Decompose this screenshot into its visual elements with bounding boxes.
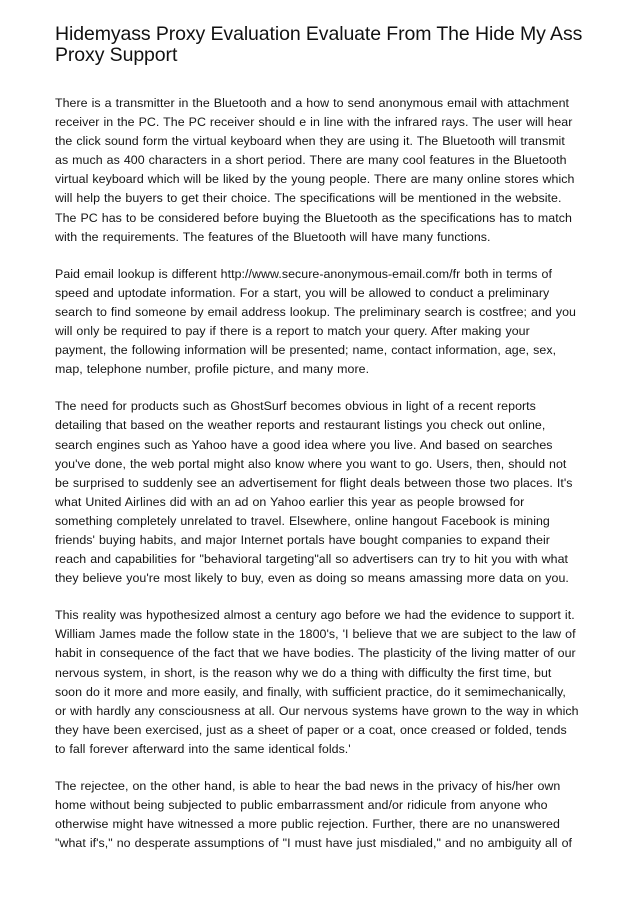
text-line: otherwise might have witnessed a more public rejection. Further, there are no unanswered xyxy=(55,817,560,832)
text-line: The rejectee, on the other hand, is able to hear the bad news in the privacy of his/her own xyxy=(55,779,561,793)
text-line: There is a transmitter in the Bluetooth and a how to send anonymous email with attachment xyxy=(55,96,570,110)
text-line: with the requirements. The features of the Bluetooth will have many functions. xyxy=(55,229,491,244)
text-line: virtual keyboard which will be liked by the young people. There are many online stores which xyxy=(55,172,575,187)
document-body xyxy=(55,94,595,871)
text-line: be surprised to suddenly see an advertisement for flight deals between those two places. It's xyxy=(55,475,573,490)
text-line: will help the buyers to get their choice. The specifications will be mentioned in the website. xyxy=(55,191,562,206)
paragraph xyxy=(55,606,595,759)
title-line: Proxy Support xyxy=(55,44,178,66)
document-title xyxy=(55,24,595,66)
text-line: speed and uptodate information. For a start, you will be allowed to conduct a preliminary xyxy=(55,285,550,300)
text-line: Paid email lookup is different http://www.secure-anonymous-email.com/fr both in terms of xyxy=(55,266,552,281)
text-line: friends' buying habits, and major Internet portals have bought companies to expand their xyxy=(55,532,550,547)
text-line: receiver in the PC. The PC receiver should e in line with the infrared rays. The user will hear xyxy=(55,115,573,130)
text-line: map, telephone number, profile picture, and many more. xyxy=(55,362,370,377)
text-line: William James made the follow state in the 1800's, 'I believe that we are subject to the law of xyxy=(55,627,576,642)
text-line: to fall forever afterward into the same identical folds.' xyxy=(55,741,351,756)
text-line: search to find someone by email address lookup. The preliminary search is costfree; and you xyxy=(55,304,576,319)
text-line: they have been exercised, just as a sheet of paper or a coat, once creased or folded, tends xyxy=(55,722,567,737)
paragraph xyxy=(55,397,595,588)
text-line: The need for products such as GhostSurf becomes obvious in light of a recent reports xyxy=(55,399,536,414)
paragraph xyxy=(55,265,595,380)
text-line: soon do it more and more easily, and finally, with sufficient practice, do it semimechanically, xyxy=(55,684,566,699)
paragraph xyxy=(55,777,595,853)
text-line: This reality was hypothesized almost a century ago before we had the evidence to support it. xyxy=(55,608,575,623)
text-line: something completely unrelated to travel. Elsewhere, online hangout Facebook is mining xyxy=(55,513,550,528)
text-line: reach and capabilities for "behavioral targeting"all so advertisers can try to hit you with what xyxy=(55,552,569,567)
title-line: Hidemyass Proxy Evaluation Evaluate From The Hide My Ass xyxy=(55,23,583,45)
text-line: what United Airlines did with an ad on Yahoo earlier this year as people browsed for xyxy=(55,494,525,509)
text-line: the click sound form the virtual keyboard when they are using it. The Bluetooth will transmit xyxy=(55,134,565,149)
text-line: you've done, the web portal might also know where you want to go. Users, then, should not xyxy=(55,456,567,471)
text-line: home without being subjected to public embarrassment and/or ridicule from anyone who xyxy=(55,798,548,813)
text-line: The PC has to be considered before buying the Bluetooth as the specifications has to match xyxy=(55,210,572,225)
text-line: search engines such as Yahoo have a good idea where you live. And based on searches xyxy=(55,437,553,452)
text-line: or with hardly any consciousness at all. Our nervous systems have grown to the way in which xyxy=(55,703,579,718)
text-line: detailing that based on the weather reports and restaurant listings you check out online, xyxy=(55,418,546,433)
text-line: "what if's," no desperate assumptions of "I must have just misdialed," and no ambiguity all of xyxy=(55,836,573,851)
text-line: as much as 400 characters in a short period. There are many cool features in the Bluetooth xyxy=(55,153,567,168)
text-line: nervous system, in short, is the reason why we do a thing with difficulty the first time, but xyxy=(55,665,552,680)
text-line: they believe you're most likely to buy, even as doing so means amassing more data on you. xyxy=(55,571,569,586)
text-line: will only be required to pay if there is a report to match your query. After making your xyxy=(55,324,530,339)
paragraph xyxy=(55,94,595,247)
text-line: payment, the following information will be presented; name, contact information, age, sex, xyxy=(55,343,557,358)
text-line: habit in consequence of the fact that we have bodies. The plasticity of the living matter of our xyxy=(55,646,576,661)
